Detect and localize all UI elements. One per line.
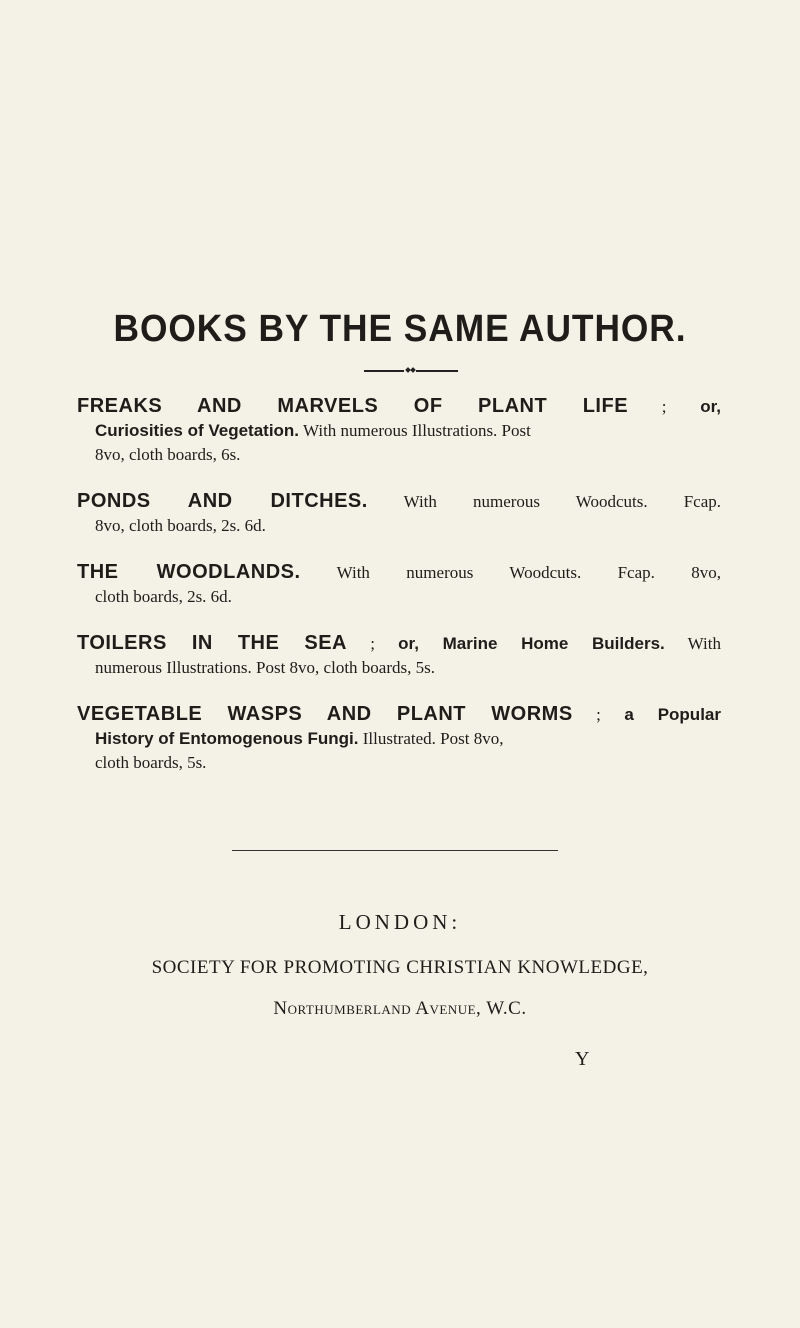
ornament-divider <box>364 367 458 375</box>
book-title: PONDS AND DITCHES. <box>77 490 368 512</box>
book-title: TOILERS IN THE SEA <box>77 632 347 654</box>
book-description: With numerous Illustrations. Post <box>299 421 531 440</box>
book-entry-toilers-in-the-sea: TOILERS IN THE SEA ; or, Marine Home Builders. With numerous Illustrations. Post 8vo, cloth boards, 5s. <box>77 632 721 677</box>
book-subtitle: Curiosities of Vegetation. <box>95 421 300 440</box>
book-description: Illustrated. Post 8vo, <box>358 729 504 748</box>
book-entry-freaks-and-marvels: FREAKS AND MARVELS OF PLANT LIFE ; or, Curiosities of Vegetation. With numerous Illustrations. Post 8vo, cloth boards, 6s. <box>77 395 721 464</box>
book-description: With numerous Woodcuts. Fcap. <box>367 492 721 511</box>
book-title: THE WOODLANDS. <box>77 561 301 583</box>
imprint-city: LONDON: <box>338 910 462 934</box>
book-title: VEGETABLE WASPS AND PLANT WORMS <box>77 703 573 725</box>
book-list <box>77 394 721 797</box>
book-subtitle: or, Marine Home Builders. <box>398 634 665 653</box>
imprint-address: Northumberland Avenue, W.C. <box>273 998 527 1019</box>
book-entry-ponds-and-ditches: PONDS AND DITCHES. With numerous Woodcuts. Fcap. 8vo, cloth boards, 2s. 6d. <box>77 490 721 535</box>
book-description: With <box>664 634 721 653</box>
book-entry-vegetable-wasps: VEGETABLE WASPS AND PLANT WORMS ; a Popular History of Entomogenous Fungi. Illustrated. Post 8vo, cloth boards, 5s. <box>77 703 721 772</box>
page-heading: BOOKS BY THE SAME AUTHOR. <box>113 308 687 350</box>
signature-mark: Y <box>575 1048 590 1070</box>
book-title: FREAKS AND MARVELS OF PLANT LIFE <box>77 395 629 417</box>
book-entry-the-woodlands: THE WOODLANDS. With numerous Woodcuts. Fcap. 8vo, cloth boards, 2s. 6d. <box>77 561 722 606</box>
book-description: With numerous Woodcuts. Fcap. 8vo, <box>300 563 722 582</box>
book-subtitle: a Popular <box>624 705 721 724</box>
horizontal-rule <box>232 850 558 851</box>
imprint-publisher: SOCIETY FOR PROMOTING CHRISTIAN KNOWLEDGE, <box>151 957 649 978</box>
